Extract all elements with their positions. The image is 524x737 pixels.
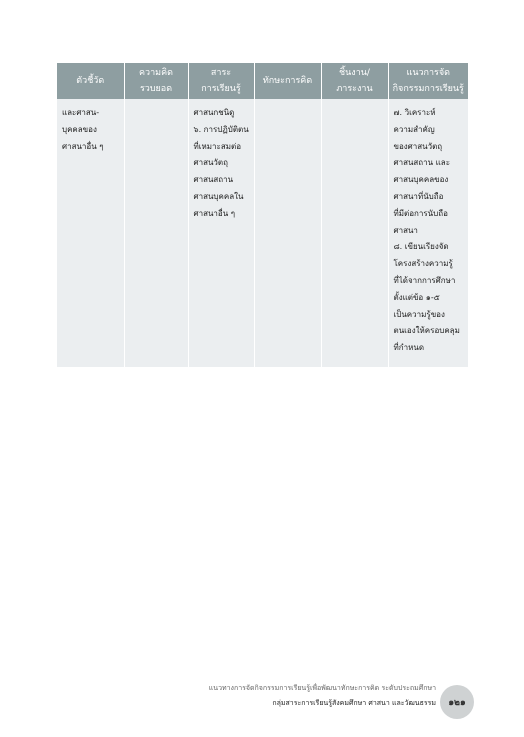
cell-indicator: และศาสน- บุคคลของ ศาสนาอื่น ๆ	[57, 99, 124, 367]
page-number: ๑๒๑	[448, 698, 466, 708]
curriculum-table	[57, 63, 468, 367]
footer-subject-group: กลุ่มสาระการเรียนรู้สังคมศึกษา ศาสนา และวัฒนธรรม	[272, 699, 436, 707]
header-activities: แนวการจัด กิจกรรมการเรียนรู้	[388, 63, 468, 99]
page-number-badge	[440, 685, 474, 719]
cell-content: ศาสนกชนิดู ๖. การปฏิบัติตน ที่เหมาะสมต่อ ศาสนวัตถุ ศาสนสถาน ศาสนบุคคลใน ศาสนาอื่น ๆ	[188, 99, 254, 367]
header-thinking-skill: ทักษะการคิด	[254, 63, 321, 99]
header-task: ชิ้นงาน/ ภาระงาน	[321, 63, 388, 99]
cell-task	[321, 99, 388, 367]
header-content: สาระ การเรียนรู้	[188, 63, 254, 99]
cell-thinking-skill	[254, 99, 321, 367]
table-header-row	[57, 63, 468, 99]
header-concept: ความคิด รวบยอด	[124, 63, 188, 99]
curriculum-table-container	[57, 63, 468, 367]
table-row	[57, 99, 468, 367]
cell-activities: ๗. วิเคราะห์ ความสำคัญ ของศาสนวัตถุ ศาสนสถาน และ ศาสนบุคคลของ ศาสนาที่นับถือ ที่มีต่อการนับถือ ศาสนา ๘. เขียนเรียงจัด โครงสร้างความรู้ ที่ได้จากการศึกษา ตั้งแต่ข้อ ๑-๕ เป็นความรู้ของ ตนเองให้ครอบคลุม ที่กำหนด	[388, 99, 468, 367]
header-indicator: ตัวชี้วัด	[57, 63, 124, 99]
footer-book-title: แนวทางการจัดกิจกรรมการเรียนรู้เพื่อพัฒนาทักษะการคิด ระดับประถมศึกษา	[208, 684, 436, 692]
cell-concept	[124, 99, 188, 367]
